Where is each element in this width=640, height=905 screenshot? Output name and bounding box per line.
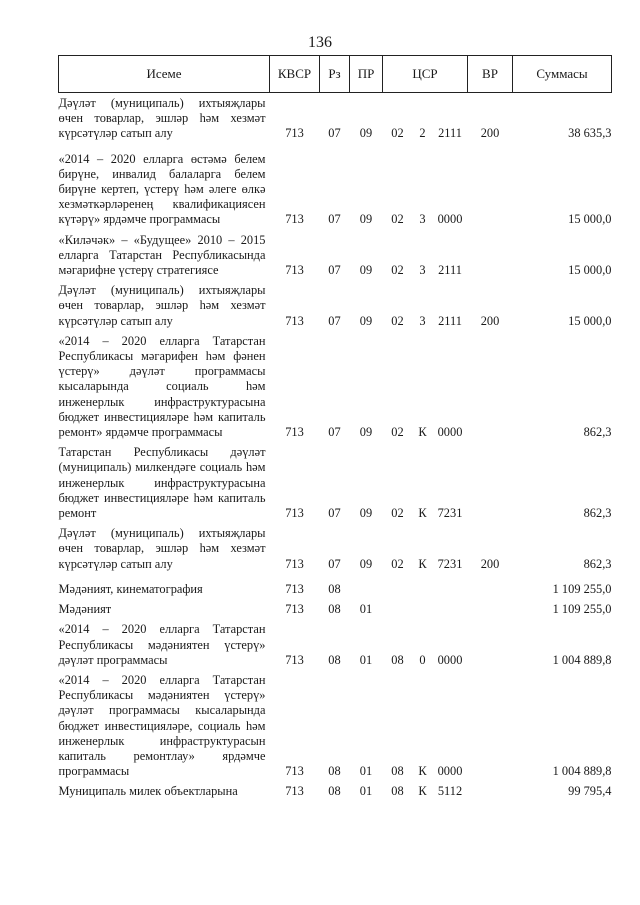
cell-csr-program: 02 [391, 263, 404, 278]
table-body [59, 93, 612, 802]
cell-csr-code [433, 599, 468, 619]
cell-kvsr: 713 [285, 506, 304, 521]
cell-vr [468, 574, 513, 599]
cell-vr: 200 [480, 126, 500, 141]
cell-csr-subprogram: К [418, 784, 427, 799]
cell-name: Мәдәният, кинематография [58, 581, 203, 596]
table-row [59, 331, 612, 442]
header-pr: ПР [350, 56, 383, 93]
cell-csr-program [383, 599, 413, 619]
cell-sum: 15 000,0 [568, 212, 612, 227]
cell-sum: 1 109 255,0 [552, 602, 612, 617]
cell-vr [468, 144, 513, 230]
cell-pr: 09 [359, 556, 373, 571]
cell-csr-subprogram [413, 599, 433, 619]
cell-vr [468, 442, 513, 523]
cell-name: «2014 – 2020 елларга Татарстан Республикасы мәдәниятен үстерү» дәүләт программасы кысаларында бюджет инвестицияләре, социаль һәм инженерлык инфраструктурасын капиталь ремонтлау» ярдәмче программасы [58, 672, 266, 779]
cell-pr: 09 [359, 506, 373, 521]
cell-csr-code: 2111 [438, 126, 462, 141]
cell-kvsr: 713 [285, 212, 304, 227]
cell-rz: 07 [328, 126, 341, 141]
cell-pr [350, 574, 383, 599]
cell-rz: 07 [328, 313, 341, 328]
cell-name: Татарстан Республикасы дәүләт (муниципаль) милкендәге социаль һәм инженерлык инфраструктурасына бюджет инвестицияләре һәм капиталь ремонт [58, 445, 266, 521]
cell-csr-subprogram: К [418, 764, 427, 779]
cell-csr-code: 7231 [437, 556, 463, 571]
cell-pr: 01 [359, 784, 373, 799]
cell-kvsr: 713 [285, 784, 304, 799]
cell-name: Дәүләт (муниципаль) ихтыяҗлары өчен товарлар, эшләр һәм хезмәт күрсәтүләр сатып алу [58, 96, 266, 141]
table-row [59, 619, 612, 670]
cell-csr-code: 0000 [437, 212, 463, 227]
cell-sum: 862,3 [583, 506, 612, 521]
cell-sum: 1 004 889,8 [552, 764, 612, 779]
table-header-row [59, 56, 612, 93]
cell-name: «2014 – 2020 елларга Татарстан Республикасы мәгарифен һәм фәнен үстерү» дәүләт программасы кысаларында социаль һәм инженерлык инфраструктурасына бюджет инвестицияләре һәм капиталь ремонт» ярдәмче программасы [58, 333, 266, 440]
header-csr: ЦСР [383, 56, 468, 93]
cell-pr: 09 [359, 212, 373, 227]
cell-csr-program: 02 [391, 556, 404, 571]
table-row [59, 781, 612, 801]
table-row [59, 670, 612, 781]
header-kvsr: КВСР [270, 56, 320, 93]
cell-vr [468, 619, 513, 670]
cell-pr: 09 [359, 126, 373, 141]
cell-csr-code [433, 574, 468, 599]
table-row [59, 599, 612, 619]
cell-pr: 09 [359, 313, 373, 328]
cell-pr: 01 [359, 652, 373, 667]
cell-csr-code: 2111 [438, 313, 462, 328]
cell-name: Муниципаль милек объектларына [58, 784, 238, 799]
cell-pr: 01 [359, 764, 373, 779]
table-row [59, 523, 612, 574]
cell-vr: 200 [480, 313, 500, 328]
cell-vr: 200 [480, 556, 500, 571]
cell-csr-program: 02 [391, 425, 404, 440]
cell-csr-program: 02 [391, 313, 404, 328]
cell-csr-program: 02 [391, 126, 404, 141]
cell-rz: 08 [328, 784, 341, 799]
cell-rz: 07 [328, 556, 341, 571]
page-number: 136 [308, 34, 332, 51]
cell-csr-subprogram: 3 [419, 263, 426, 278]
table-row [59, 280, 612, 331]
cell-sum: 862,3 [583, 556, 612, 571]
cell-pr: 01 [359, 602, 373, 617]
cell-rz: 08 [328, 652, 341, 667]
cell-sum: 15 000,0 [568, 313, 612, 328]
cell-sum: 99 795,4 [568, 784, 612, 799]
cell-csr-program: 02 [391, 212, 404, 227]
cell-sum: 1 004 889,8 [552, 652, 612, 667]
table-row [59, 230, 612, 281]
cell-sum: 15 000,0 [568, 263, 612, 278]
cell-rz: 08 [328, 764, 341, 779]
cell-csr-code: 2111 [438, 263, 462, 278]
table-row [59, 442, 612, 523]
header-rz: Рз [320, 56, 350, 93]
cell-sum: 862,3 [583, 425, 612, 440]
budget-table [58, 55, 612, 802]
cell-name: Мәдәният [58, 602, 112, 617]
cell-kvsr: 713 [285, 425, 304, 440]
cell-csr-code: 7231 [437, 506, 463, 521]
cell-kvsr: 713 [285, 764, 304, 779]
cell-sum: 1 109 255,0 [552, 581, 612, 596]
table-row [59, 574, 612, 599]
cell-csr-subprogram [413, 574, 433, 599]
table-row [59, 93, 612, 144]
header-sum: Суммасы [513, 56, 612, 93]
cell-csr-code: 5112 [437, 784, 463, 799]
header-vr: ВР [468, 56, 513, 93]
cell-name: «2014 – 2020 елларга өстәмә белем бирүне, инвалид балаларга белем бирүне кертеп, үстерү һәм әлеге өлкә хезмәткәрләренең квалификациясен күтәрү» ярдәмче программасы [58, 151, 266, 227]
cell-csr-program: 08 [391, 764, 404, 779]
cell-vr [468, 670, 513, 781]
cell-vr [468, 781, 513, 801]
cell-csr-program: 08 [391, 784, 404, 799]
cell-csr-subprogram: К [418, 506, 427, 521]
cell-rz: 07 [328, 506, 341, 521]
cell-kvsr: 713 [285, 581, 304, 596]
cell-vr [468, 230, 513, 281]
cell-csr-code: 0000 [437, 652, 463, 667]
cell-csr-subprogram: 0 [419, 652, 426, 667]
cell-csr-subprogram: 3 [419, 212, 426, 227]
cell-kvsr: 713 [285, 313, 304, 328]
cell-csr-code: 0000 [437, 425, 463, 440]
cell-pr: 09 [359, 425, 373, 440]
cell-vr [468, 599, 513, 619]
cell-csr-subprogram: 3 [419, 313, 426, 328]
cell-kvsr: 713 [285, 126, 304, 141]
cell-csr-program [383, 574, 413, 599]
cell-rz: 07 [328, 212, 341, 227]
cell-csr-program: 02 [391, 506, 404, 521]
cell-kvsr: 713 [285, 602, 304, 617]
table-row [59, 144, 612, 230]
cell-kvsr: 713 [285, 556, 304, 571]
cell-csr-program: 08 [391, 652, 404, 667]
cell-csr-subprogram: К [418, 425, 427, 440]
cell-name: Дәүләт (муниципаль) ихтыяҗлары өчен товарлар, эшләр һәм хезмәт күрсәтүләр сатып алу [58, 283, 266, 328]
cell-csr-code: 0000 [437, 764, 463, 779]
cell-name: «Киләчәк» – «Будущее» 2010 – 2015 елларга Татарстан Республикасында мәгарифне үстерү стратегиясе [58, 232, 266, 278]
cell-csr-subprogram: К [418, 556, 427, 571]
cell-kvsr: 713 [285, 652, 304, 667]
cell-rz: 07 [328, 263, 341, 278]
cell-rz: 07 [328, 425, 341, 440]
cell-rz: 08 [328, 602, 341, 617]
header-name: Исеме [59, 56, 270, 93]
cell-sum: 38 635,3 [568, 126, 612, 141]
cell-vr [468, 331, 513, 442]
cell-csr-subprogram: 2 [419, 126, 426, 141]
cell-kvsr: 713 [285, 263, 304, 278]
cell-pr: 09 [359, 263, 373, 278]
cell-name: Дәүләт (муниципаль) ихтыяҗлары өчен товарлар, эшләр һәм хезмәт күрсәтүләр сатып алу [58, 526, 266, 571]
cell-rz: 08 [328, 581, 341, 596]
cell-name: «2014 – 2020 елларга Татарстан Республикасы мәдәниятен үстерү» дәүләт программасы [58, 622, 266, 667]
